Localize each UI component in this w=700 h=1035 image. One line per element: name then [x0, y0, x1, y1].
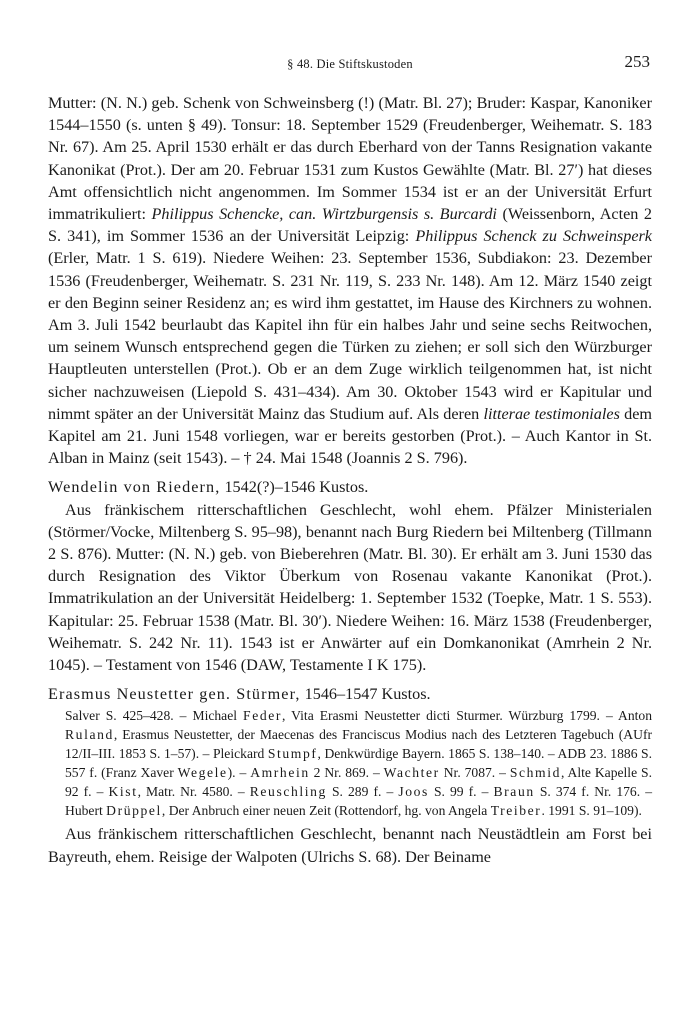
text-span: (Erler, Matr. 1 S. 619). Niedere Weihen: 23. September 1536, Subdiakon: 23. Dezember 1536 (Freudenberger, Weihematr. S. 231 Nr. 119, S. 233 Nr. 148). Am 12. März 1540 zeigt er den Beginn seiner Residenz an; es wird ihm gestattet, im Hause des Kirchners zu wohnen. Am 3. Juli 1542 beurlaubt das Kapitel ihn für ein halbes Jahr und seine sechs Reitwochen, um seinem Wunsch entsprechend gegen die Türken zu ziehen; er soll sich den Würzburger Hauptleuten unterstellen (Prot.). Ob er an dem Zuge wirklich teilgenommen hat, ist nicht sicher nachzuweisen (Liepold S. 431–434). Am 30. Oktober 1543 wird er Kapitular und nimmt später an der Universität Mainz das Studium auf. Als deren	[48, 249, 652, 423]
author-name: Drüppel	[106, 803, 162, 819]
biblio-text: , Alte Kapelle S. 92 f. –	[65, 765, 652, 800]
biblio-text: Salver S. 425–428. – Michael	[65, 708, 244, 724]
author-name: Kist	[108, 784, 138, 800]
paragraph-erasmus: Aus fränkischem ritterschaftlichen Geschlecht, benannt nach Neustädtlein am Forst bei Bayreuth, ehem. Reisige der Walpoten (Ulrichs S. 68). Der Beiname	[48, 825, 652, 866]
biblio-text: 2 Nr. 869. –	[309, 765, 384, 781]
text-span: Mutter: (N. N.) geb. Schenk von Schweinsberg (!) (Matr. Bl. 27); Bruder: Kaspar, Kanoniker 1544–1550 (s. unten § 49). Tonsur: 18. September 1529 (Freudenberger, Weihematr. S. 183 Nr. 67). Am 25. April 1530 erhält er das durch Eberhard von der Tanns Resignation vakante Kanonikat (Prot.). Der am 20. Februar 1531 zum Kustos Gewählte (Matr. Bl. 27′) hat dieses Amt offensichtlich nicht angenommen. Im Sommer 1534 ist er an der Universität Erfurt immatrikuliert:	[48, 94, 652, 224]
author-name: Ruland	[65, 727, 114, 743]
biblio-text: . 1991 S. 91–109).	[541, 803, 642, 819]
biblio-text: , Vita Erasmi Neustetter dicti Sturmer. Würzburg 1799. – Anton	[282, 708, 653, 724]
running-title: § 48. Die Stiftskustoden	[287, 57, 413, 71]
biblio-text: Nr. 7087. –	[439, 765, 510, 781]
bibliography-erasmus	[48, 706, 652, 820]
biblio-text: , Der Anbruch einer neuen Zeit (Rottendorf, hg. von Angela	[161, 803, 491, 819]
entry-name: Erasmus Neustetter gen. Stürmer,	[48, 685, 301, 704]
paragraph-schenck	[48, 92, 652, 469]
biblio-text: ). –	[227, 765, 251, 781]
biblio-text: S. 289 f. –	[326, 784, 399, 800]
entry-heading-erasmus	[48, 683, 652, 705]
author-name: Amrhein	[250, 765, 310, 781]
author-name: Joos	[398, 784, 429, 800]
biblio-text: , Matr. Nr. 4580. –	[137, 784, 250, 800]
author-name: Feder	[243, 708, 282, 724]
author-name: Stumpf	[267, 746, 318, 762]
author-name: Treiber	[490, 803, 542, 819]
author-name: Braun	[493, 784, 535, 800]
body-text	[48, 92, 652, 868]
quotation-italic: litterae testimoniales	[483, 404, 620, 423]
page-number: 253	[624, 52, 650, 71]
quotation-italic: Philippus Schencke, can. Wirtzburgensis s. Burcardi	[151, 205, 497, 224]
running-header	[48, 52, 652, 76]
entry-dates: 1542(?)–1546 Kustos.	[220, 478, 369, 497]
author-name: Schmid	[509, 765, 561, 781]
author-name: Reuschling	[249, 784, 327, 800]
author-name: Wachter	[383, 765, 440, 781]
entry-dates: 1546–1547 Kustos.	[300, 685, 431, 704]
author-name: Wegele	[177, 765, 228, 781]
text-span: (Weissenborn, Acten 2 S. 341), im Sommer 1536 an der Universität Leipzig:	[48, 205, 652, 246]
biblio-text: S. 99 f. –	[428, 784, 494, 800]
biblio-text: , Denkwürdige Bayern. 1865 S. 138–140. – ADB 23. 1886 S. 557 f. (Franz Xaver	[65, 746, 652, 781]
quotation-italic: Philippus Schenck zu Schweinsperk	[415, 227, 652, 246]
text-span: dem Kapitel am 21. Juni 1548 vorliegen, war er bereits gestorben (Prot.). – Auch Kantor in St. Alban in Mainz (seit 1543). – † 24. Mai 1548 (Joannis 2 S. 796).	[48, 404, 652, 468]
entry-heading-wendelin	[48, 476, 652, 498]
entry-name: Wendelin von Riedern,	[48, 478, 221, 497]
paragraph-wendelin: Aus fränkischem ritterschaftlichen Geschlecht, wohl ehem. Pfälzer Ministerialen (Störmer/Vocke, Miltenberg S. 95–98), benannt nach Burg Riedern bei Miltenberg (Tillmann 2 S. 876). Mutter: (N. N.) geb. von Bieberehren (Matr. Bl. 30). Er erhält am 3. Juni 1530 das durch Resignation des Viktor Überkum von Rosenau vakante Kanonikat (Prot.). Immatrikulation an der Universität Heidelberg: 1. September 1532 (Toepke, Matr. 1 S. 553). Kapitular: 25. Februar 1538 (Matr. Bl. 30′). Niedere Weihen: 16. März 1538 (Freudenberger, Weihematr. S. 242 Nr. 11). 1543 ist er Anwärter auf ein Domkanonikat (Amrhein 2 Nr. 1045). – Testament von 1546 (DAW, Testamente I K 175).	[48, 500, 652, 675]
biblio-text: , Erasmus Neustetter, der Maecenas des Franciscus Modius nach des Letzteren Tagebuch (AUfr 12/II–III. 1853 S. 1–57). – Pleickard	[65, 727, 652, 762]
biblio-text: S. 374 f. Nr. 176. – Hubert	[65, 784, 652, 819]
